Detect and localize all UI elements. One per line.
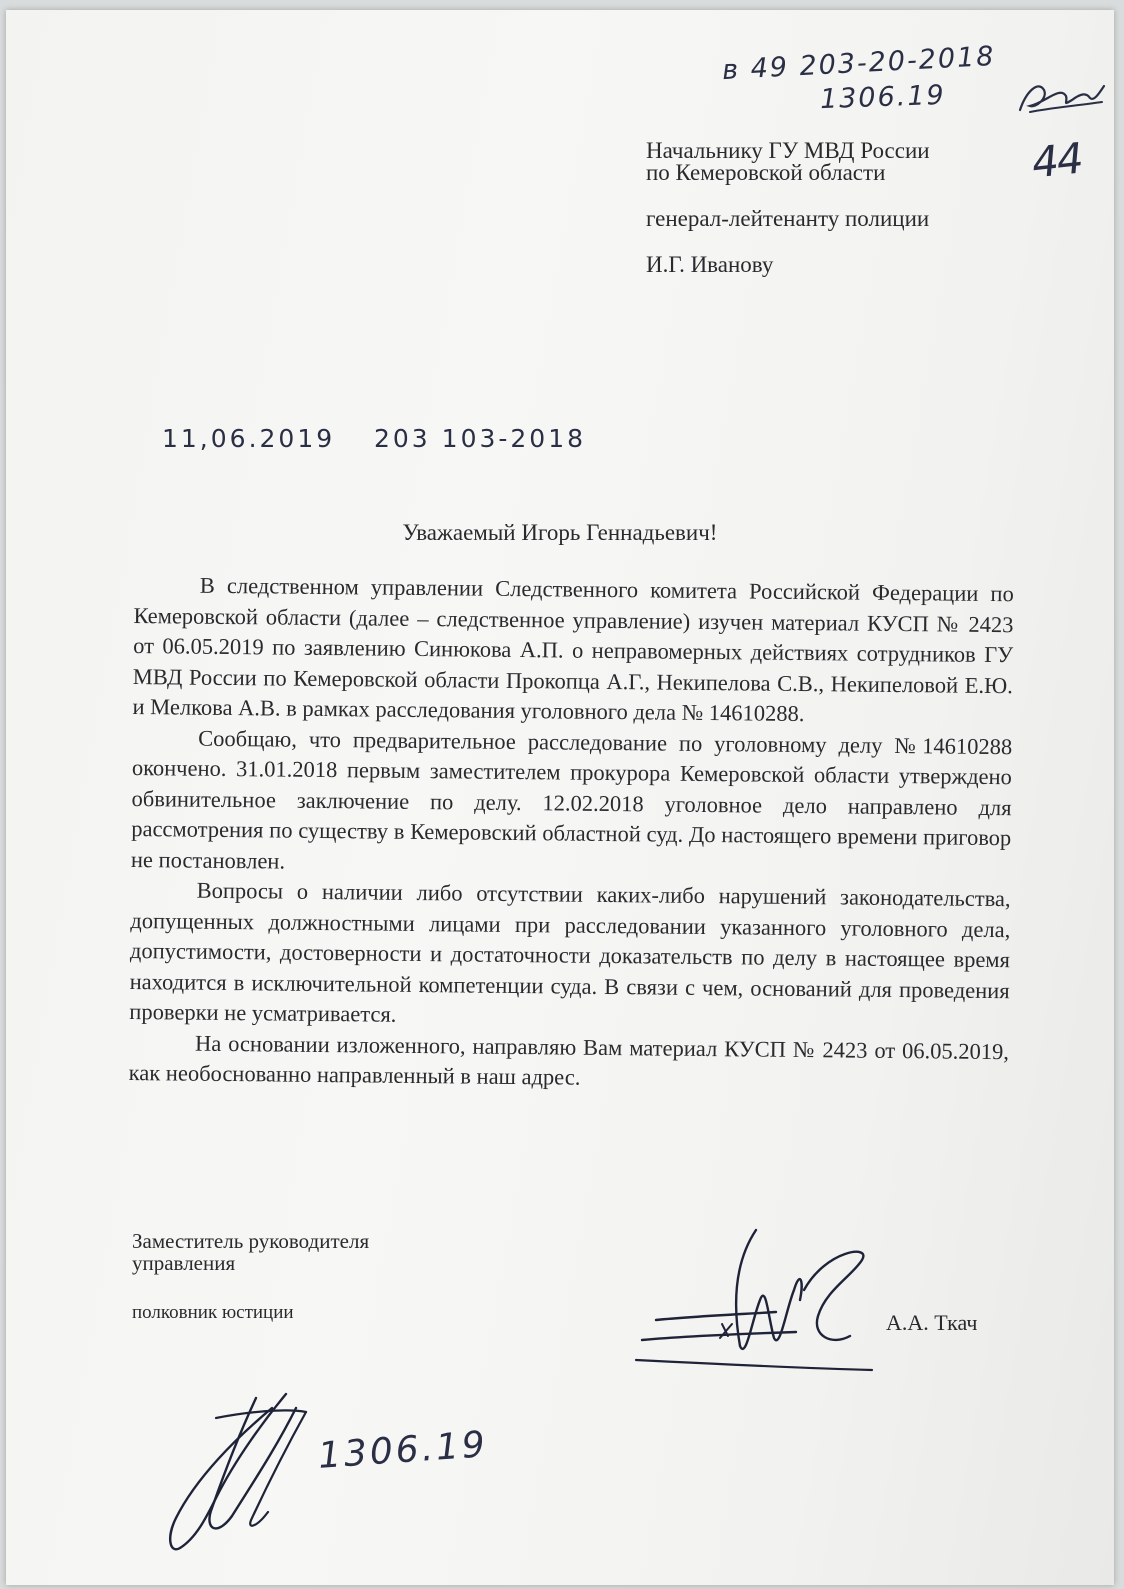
handwritten-date-left: 11,06.2019 bbox=[162, 424, 336, 453]
handwritten-registration-line2: 1306.19 bbox=[819, 79, 947, 116]
document-page bbox=[6, 10, 1114, 1585]
paragraph-2: Сообщаю, что предварительное расследование по уголовному делу №14610288 окончено. 31.01.2018 первым заместителем прокурора Кемеровской области утверждено обвинительное заключение по делу. 12.02.2018 уголовное дело направлено для рассмотрения по существу в Кемеровский областной суд. До настоящего времени приговор не постановлен. bbox=[130, 725, 1013, 874]
signatory-title bbox=[132, 1230, 369, 1274]
signatory-rank: полковник юстиции bbox=[132, 1302, 294, 1323]
handwritten-registration-left: 203 103-2018 bbox=[374, 424, 587, 453]
salutation: Уважаемый Игорь Геннадьевич! bbox=[402, 520, 718, 545]
addressee-line-2: по Кемеровской области bbox=[646, 160, 886, 185]
handwritten-registration-line1: в 49 203-20-2018 bbox=[721, 40, 997, 87]
paragraph-3: Вопросы о наличии либо отсутствии каких-либо нарушений законодательства, допущенных должностными лицами при расследовании указанного уголовного дела, допустимости, достоверности и достаточности доказательств по делу в настоящее время находится в исключительной компетенции суда. В связи с чем, оснований для проведения проверки не усматривается. bbox=[129, 877, 1011, 1027]
addressee-line-1: Начальнику ГУ МВД России bbox=[646, 138, 930, 163]
paragraph-1: В следственном управлении Следственного комитета Российской Федерации по Кемеровской области (далее – следственное управление) изучен материал КУСП № 2423 от 06.05.2019 по заявлению Синюкова А.П. о неправомерных действиях сотрудников ГУ МВД России по Кемеровской области Прокопца А.Г., Некипелова С.В., Некипеловой Е.Ю. и Мелкова А.В. в рамках расследования уголовного дела № 14610288. bbox=[132, 572, 1014, 727]
addressee-block bbox=[646, 140, 930, 276]
handwritten-registration-number: 44 bbox=[1029, 133, 1084, 188]
signatory-title-line-1: Заместитель руководителя bbox=[132, 1229, 370, 1253]
handwritten-date-bottom: 1306.19 bbox=[316, 1424, 490, 1477]
addressee-line-3: генерал-лейтенанту полиции bbox=[646, 206, 930, 231]
letter-body bbox=[129, 570, 1014, 1098]
initials-signature-top bbox=[1016, 72, 1106, 122]
paragraph-4: На основании изложенного, направляю Вам материал КУСП № 2423 от 06.05.2019, как необоснованно направленный в наш адрес. bbox=[128, 1030, 1010, 1090]
handwritten-initials-bottom bbox=[156, 1388, 316, 1558]
handwritten-signature bbox=[636, 1220, 886, 1380]
addressee-line-4: И.Г. Иванову bbox=[646, 252, 774, 277]
signatory-title-line-2: управления bbox=[132, 1251, 236, 1275]
signatory-name: А.А. Ткач bbox=[886, 1310, 978, 1335]
